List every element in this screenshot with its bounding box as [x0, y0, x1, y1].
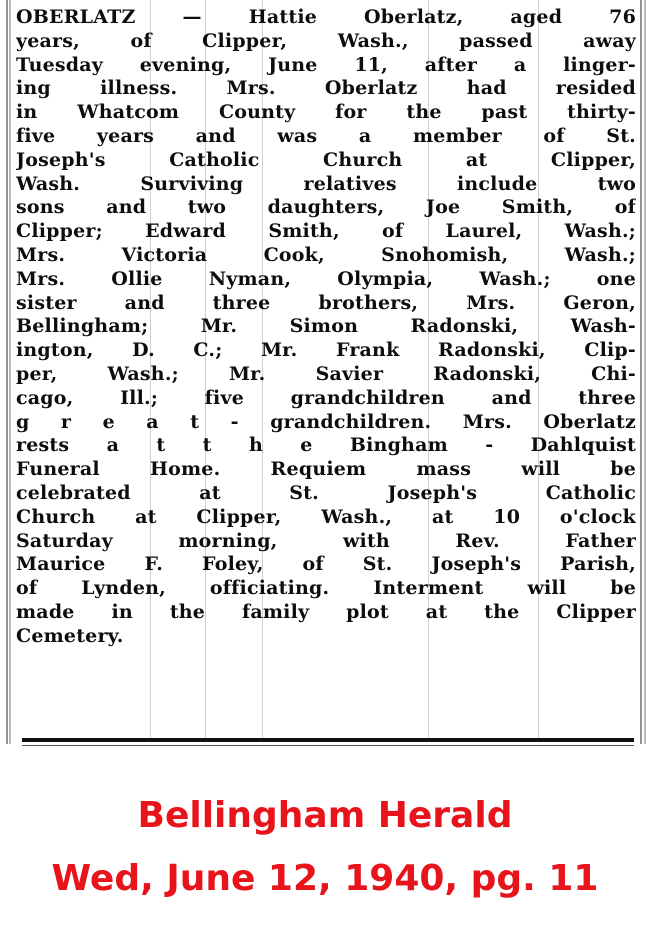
column-rule-left-inner: [9, 0, 11, 744]
obituary-line: Joseph's Catholic Church at Clipper,: [16, 148, 636, 171]
obituary-text: [16, 6, 636, 649]
date-page-caption: Wed, June 12, 1940, pg. 11: [51, 858, 599, 899]
obituary-line: ington, D. C.; Mr. Frank Radonski, Clip-: [16, 339, 636, 362]
end-rule: [22, 738, 634, 742]
obituary-line: cago, Ill.; five grandchildren and three: [16, 386, 636, 409]
obituary-line: Maurice F. Foley, of St. Joseph's Parish,: [16, 553, 636, 576]
publication-caption: Bellingham Herald: [137, 795, 513, 836]
column-rule-right: [640, 0, 642, 744]
obituary-line: Mrs. Victoria Cook, Snohomish, Wash.;: [16, 243, 636, 266]
obituary-line: sister and three brothers, Mrs. Geron,: [16, 291, 636, 314]
obituary-line: in Whatcom County for the past thirty-: [16, 101, 636, 124]
obituary-line: ing illness. Mrs. Oberlatz had resided: [16, 77, 636, 100]
obituary-line: Clipper; Edward Smith, of Laurel, Wash.;: [16, 220, 636, 243]
obituary-line: celebrated at St. Joseph's Catholic: [16, 481, 636, 504]
obituary-line: years, of Clipper, Wash., passed away: [16, 29, 636, 52]
obituary-line: g r e a t - grandchildren. Mrs. Oberlatz: [16, 410, 636, 433]
column-rule-right-inner: [644, 0, 646, 744]
obituary-line: five years and was a member of St.: [16, 124, 636, 147]
obituary-line: rests a t t h e Bingham - Dahlquist: [16, 434, 636, 457]
obituary-line: Mrs. Ollie Nyman, Olympia, Wash.; one: [16, 267, 636, 290]
end-rule-thin: [22, 745, 634, 746]
column-rule-left: [6, 0, 8, 744]
obituary-line: Church at Clipper, Wash., at 10 o'clock: [16, 505, 636, 528]
obituary-line: Tuesday evening, June 11, after a linger-: [16, 53, 636, 76]
obituary-line: per, Wash.; Mr. Savier Radonski, Chi-: [16, 362, 636, 385]
obituary-line: Cemetery.: [16, 624, 124, 647]
obituary-line: Bellingham; Mr. Simon Radonski, Wash-: [16, 315, 636, 338]
obituary-line: OBERLATZ — Hattie Oberlatz, aged 76: [16, 6, 636, 28]
obituary-line: Saturday morning, with Rev. Father: [16, 529, 636, 552]
obituary-line: sons and two daughters, Joe Smith, of: [16, 196, 636, 219]
obituary-line: made in the family plot at the Clipper: [16, 600, 636, 623]
obituary-line: Funeral Home. Requiem mass will be: [16, 458, 636, 481]
obituary-line: of Lynden, officiating. Interment will be: [16, 577, 636, 600]
obituary-line: Wash. Surviving relatives include two: [16, 172, 636, 195]
